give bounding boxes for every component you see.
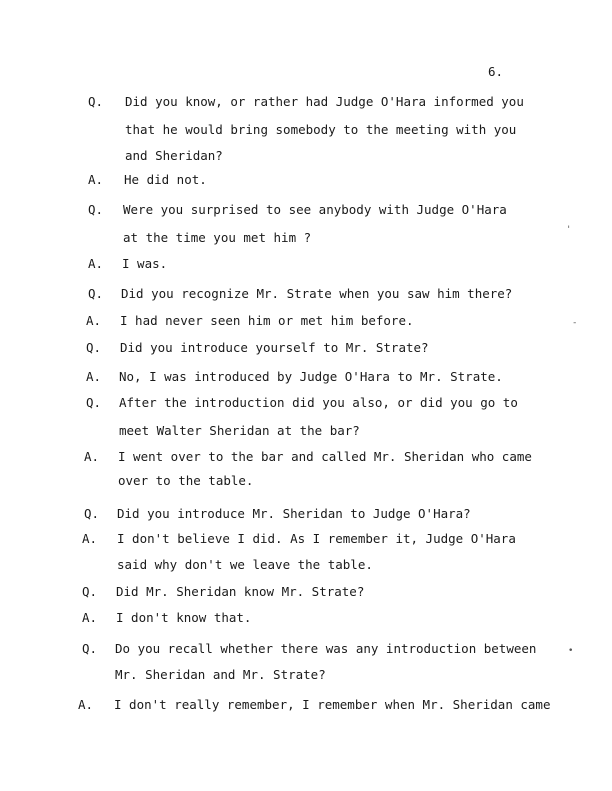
answer-label: A.: [86, 369, 102, 384]
answer-label: A.: [88, 172, 104, 187]
scan-speck: •: [568, 646, 574, 656]
question-text-line: Did you recognize Mr. Strate when you saw him there?: [121, 286, 513, 301]
answer-label: A.: [78, 697, 94, 712]
question-text-line: Do you recall whether there was any introduction between: [115, 641, 537, 656]
question-label: Q.: [86, 340, 102, 355]
answer-text-line: I don't believe I did. As I remember it, Judge O'Hara: [117, 531, 516, 546]
answer-label: A.: [82, 610, 98, 625]
answer-label: A.: [86, 313, 102, 328]
answer-text-line: No, I was introduced by Judge O'Hara to Mr. Strate.: [119, 369, 503, 384]
answer-text-line: I don't know that.: [116, 610, 252, 625]
question-text-line: and Sheridan?: [125, 148, 223, 163]
scan-speck: ': [566, 225, 572, 235]
question-label: Q.: [84, 506, 100, 521]
answer-label: A.: [82, 531, 98, 546]
question-label: Q.: [88, 286, 104, 301]
answer-text-line: I don't really remember, I remember when Mr. Sheridan came: [114, 697, 551, 712]
answer-text-line: He did not.: [124, 172, 207, 187]
question-text-line: Did you introduce yourself to Mr. Strate?: [120, 340, 429, 355]
answer-label: A.: [84, 449, 100, 464]
question-text-line: Mr. Sheridan and Mr. Strate?: [115, 667, 326, 682]
question-text-line: at the time you met him ?: [123, 230, 312, 245]
question-text-line: meet Walter Sheridan at the bar?: [119, 423, 360, 438]
scan-speck: -: [572, 318, 578, 328]
question-text-line: Did you know, or rather had Judge O'Hara informed you: [125, 94, 524, 109]
page-number: 6.: [488, 64, 504, 79]
answer-text-line: I had never seen him or met him before.: [120, 313, 414, 328]
question-text-line: Were you surprised to see anybody with Judge O'Hara: [123, 202, 507, 217]
question-label: Q.: [82, 641, 98, 656]
question-label: Q.: [86, 395, 102, 410]
answer-text-line: over to the table.: [118, 473, 254, 488]
question-text-line: Did Mr. Sheridan know Mr. Strate?: [116, 584, 365, 599]
answer-text-line: I went over to the bar and called Mr. Sheridan who came: [118, 449, 532, 464]
question-label: Q.: [88, 202, 104, 217]
answer-text-line: said why don't we leave the table.: [117, 557, 373, 572]
answer-label: A.: [88, 256, 104, 271]
question-label: Q.: [88, 94, 104, 109]
question-text-line: After the introduction did you also, or did you go to: [119, 395, 518, 410]
question-label: Q.: [82, 584, 98, 599]
question-text-line: that he would bring somebody to the meeting with you: [125, 122, 517, 137]
answer-text-line: I was.: [122, 256, 168, 271]
question-text-line: Did you introduce Mr. Sheridan to Judge O'Hara?: [117, 506, 471, 521]
